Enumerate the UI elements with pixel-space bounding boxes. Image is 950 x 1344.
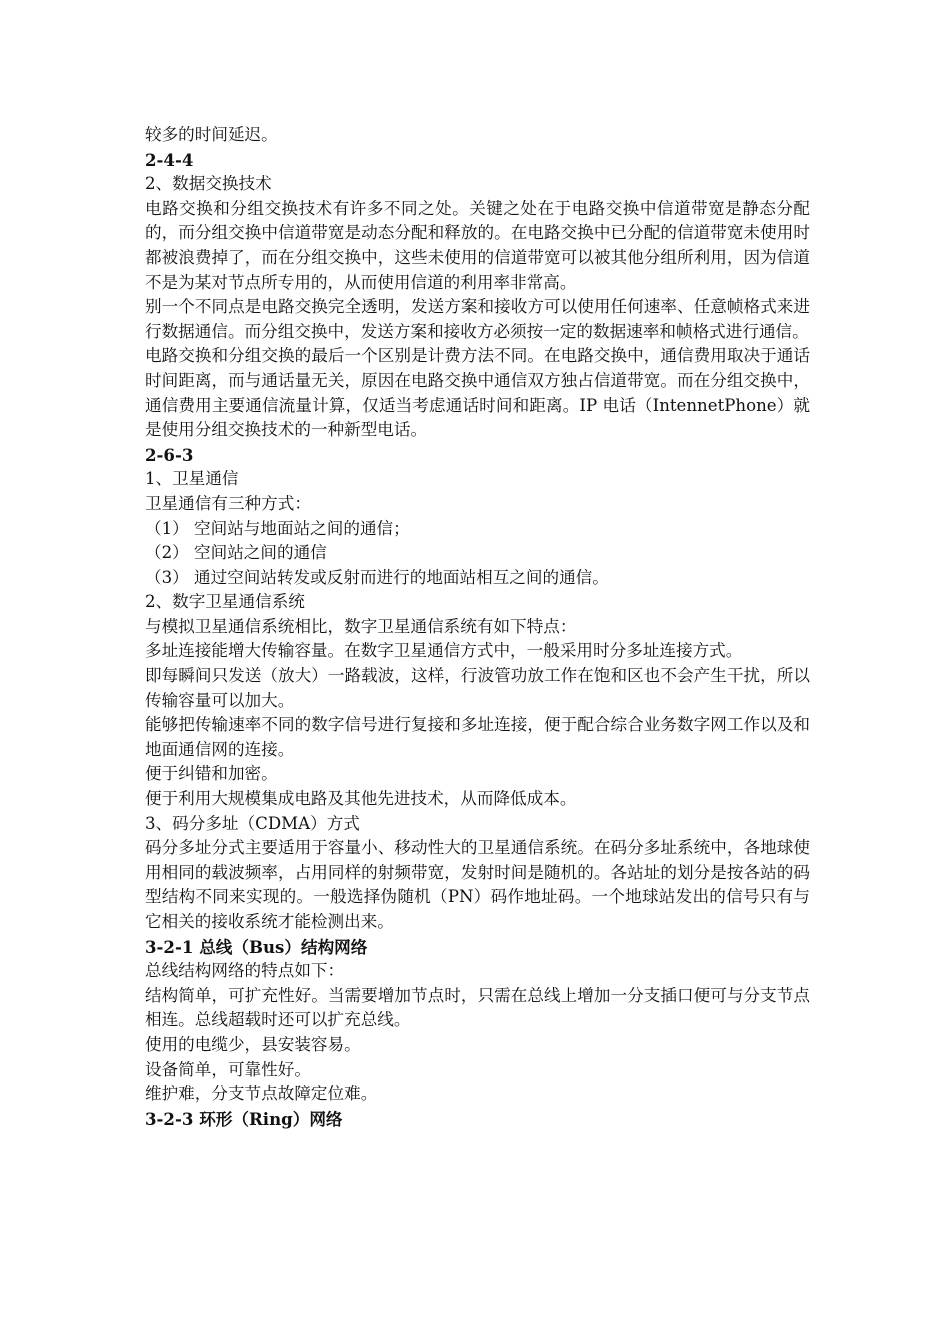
section-heading: 3-2-3 环形（Ring）网络 bbox=[145, 1108, 343, 1129]
paragraph: 能够把传输速率不同的数字信号进行复接和多址连接，便于配合综合业务数字网工作以及和地面通信网的连接。 bbox=[145, 715, 810, 759]
section-heading: 2-4-4 bbox=[145, 149, 194, 170]
paragraph: 与模拟卫星通信系统相比，数字卫星通信系统有如下特点： bbox=[145, 616, 577, 636]
section-heading: 3-2-1 总线（Bus）结构网络 bbox=[145, 936, 368, 957]
paragraph: 结构简单，可扩充性好。当需要增加节点时，只需在总线上增加一分支插口便可与分支节点相连。总线超载时还可以扩充总线。 bbox=[145, 985, 810, 1030]
paragraph: 码分多址分式主要适用于容量小、移动性大的卫星通信系统。在码分多址系统中，各地球使用相同的载波频率，占用同样的射频带宽，发射时间是随机的。各站址的划分是按各站的码型结构不同来实现的。一般选择伪随机（PN）码作地址码。一个地球站发出的信号只有与它相关的接收系统才能检测出来。 bbox=[145, 838, 810, 931]
paragraph: 电路交换和分组交换技术有许多不同之处。关键之处在于电路交换中信道带宽是静态分配的，而分组交换中信道带宽是动态分配和释放的。在电路交换中已分配的信道带宽未使用时都被浪费掉了，而在分组交换中，这些未使用的信道带宽可以被其他分组所利用，因为信道不是为某对节点所专用的，从而使用信道的利用率非常高。 bbox=[145, 198, 810, 292]
document-body bbox=[145, 123, 810, 1131]
paragraph: 3、码分多址（CDMA）方式 bbox=[145, 813, 360, 833]
paragraph: 便于利用大规模集成电路及其他先进技术，从而降低成本。 bbox=[145, 789, 577, 809]
list-item: （1） 空间站与地面站之间的通信； bbox=[145, 518, 410, 538]
paragraph: 较多的时间延迟。 bbox=[145, 125, 278, 144]
list-item: （2） 空间站之间的通信 bbox=[145, 543, 327, 563]
paragraph: 维护难，分支节点故障定位难。 bbox=[145, 1084, 378, 1104]
paragraph: 2、数据交换技术 bbox=[145, 174, 272, 194]
paragraph: 1、卫星通信 bbox=[145, 469, 239, 489]
paragraph: 电路交换和分组交换的最后一个区别是计费方法不同。在电路交换中，通信费用取决于通话时间距离，而与通话量无关，原因在电路交换中通信双方独占信道带宽。而在分组交换中，通信费用主要通信流量计算，仅适当考虑通话时间和距离。IP 电话（IntennetPhone）就是使用分组交换技术的一种新型电话。 bbox=[145, 346, 810, 440]
paragraph: 卫星通信有三种方式： bbox=[145, 493, 311, 513]
paragraph: 使用的电缆少，县安装容易。 bbox=[145, 1034, 361, 1054]
paragraph: 即每瞬间只发送（放大）一路载波，这样，行波管功放工作在饱和区也不会产生干扰，所以传输容量可以加大。 bbox=[145, 666, 810, 710]
paragraph: 总线结构网络的特点如下： bbox=[145, 961, 345, 981]
section-heading: 2-6-3 bbox=[145, 444, 194, 465]
paragraph: 别一个不同点是电路交换完全透明，发送方案和接收方可以使用任何速率、任意帧格式来进行数据通信。而分组交换中，发送方案和接收方必须按一定的数据速率和帧格式进行通信。 bbox=[145, 297, 810, 341]
paragraph: 2、数字卫星通信系统 bbox=[145, 592, 305, 612]
paragraph: 设备简单，可靠性好。 bbox=[145, 1059, 311, 1079]
list-item: （3） 通过空间站转发或反射而进行的地面站相互之间的通信。 bbox=[145, 567, 609, 587]
paragraph: 便于纠错和加密。 bbox=[145, 764, 278, 784]
paragraph: 多址连接能增大传输容量。在数字卫星通信方式中，一般采用时分多址连接方式。 bbox=[145, 641, 743, 661]
